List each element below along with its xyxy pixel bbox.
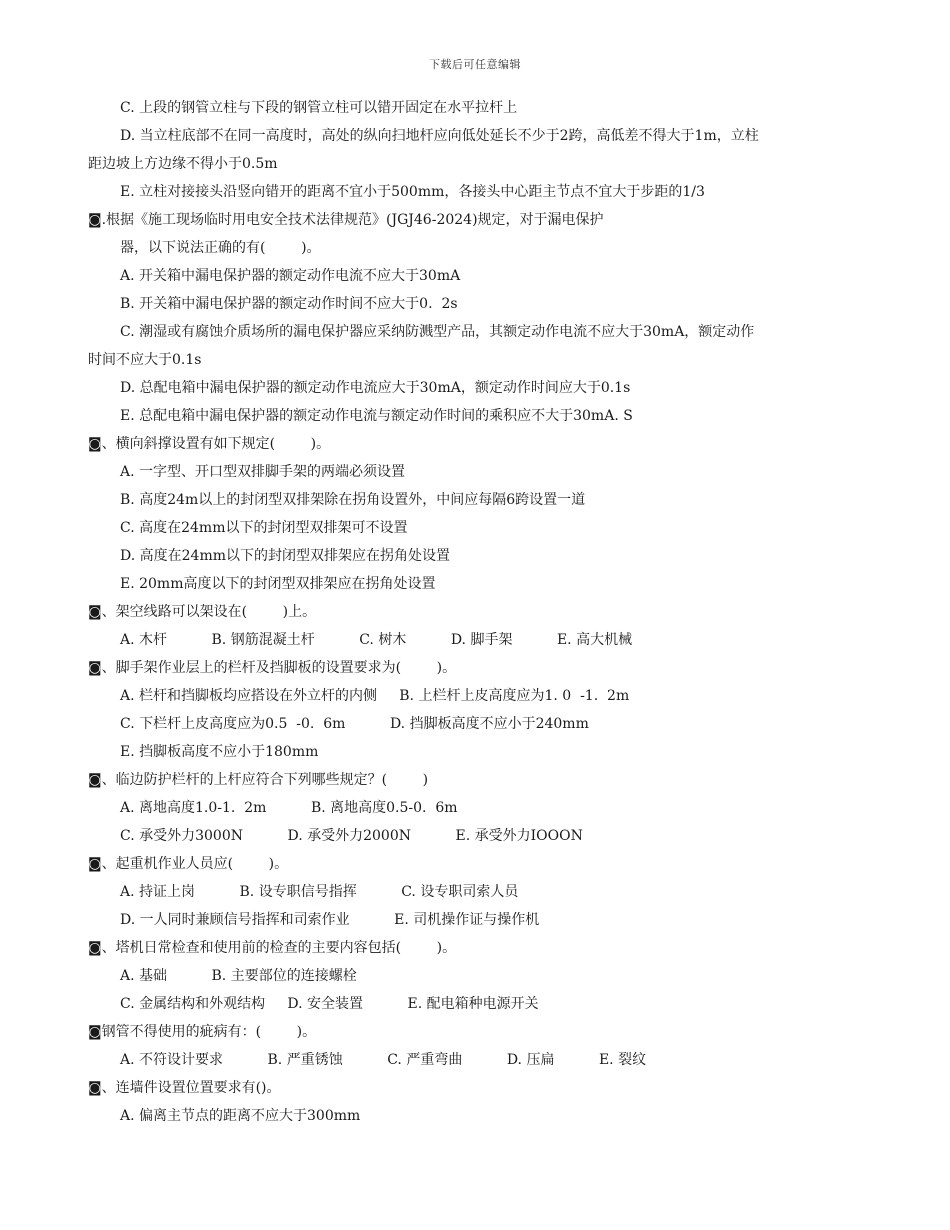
- option-line: 器，以下说法正确的有( )。: [120, 240, 321, 256]
- question-line: ◙、塔机日常检查和使用前的检查的主要内容包括( )。: [88, 940, 457, 956]
- option-line: D. 总配电箱中漏电保护器的额定动作电流应大于30mA，额定动作时间应大于0.1s: [120, 380, 631, 396]
- option-line: A. 不符设计要求 B. 严重锈蚀 C. 严重弯曲 D. 压扁 E. 裂纹: [120, 1052, 647, 1068]
- option-line: E. 立柱对接接头沿竖向错开的距离不宜小于500mm，各接头中心距主节点不宜大于步距的1/3: [120, 184, 705, 200]
- question-line: ◙、临边防护栏杆的上杆应符合下列哪些规定？( ): [88, 772, 429, 788]
- question-line: ◙、脚手架作业层上的栏杆及挡脚板的设置要求为( )。: [88, 660, 457, 676]
- page-header: 下载后可任意编辑: [429, 58, 521, 71]
- text-line: 距边坡上方边缘不得小于0.5m: [88, 156, 278, 172]
- option-line: E. 20mm高度以下的封闭型双排架应在拐角处设置: [120, 576, 436, 592]
- question-line: ◙、起重机作业人员应( )。: [88, 856, 289, 872]
- option-line: C. 承受外力3000N D. 承受外力2000N E. 承受外力IOOON: [120, 828, 583, 844]
- option-line: A. 偏离主节点的距离不应大于300mm: [120, 1108, 361, 1124]
- option-line: C. 潮湿或有腐蚀介质场所的漏电保护器应采纳防溅型产品，其额定动作电流不应大于30mA，额定动作: [120, 324, 755, 340]
- option-line: A. 一字型、开口型双排脚手架的两端必须设置: [120, 464, 406, 480]
- question-line: ◙.根据《施工现场临时用电安全技术法律规范》(JGJ46-2024)规定，对于漏电保护: [88, 212, 604, 228]
- option-line: E. 总配电箱中漏电保护器的额定动作电流与额定动作时间的乘积应不大于30mA. S: [120, 408, 633, 424]
- question-line: ◙、架空线路可以架设在( )上。: [88, 604, 317, 620]
- option-line: C. 下栏杆上皮高度应为0.5 -0. 6m D. 挡脚板高度不应小于240mm: [120, 716, 589, 732]
- option-line: A. 离地高度1.0-1. 2m B. 离地高度0.5-0. 6m: [120, 800, 458, 816]
- question-line: ◙、连墙件设置位置要求有()。: [88, 1080, 281, 1096]
- option-line: A. 开关箱中漏电保护器的额定动作电流不应大于30mA: [120, 268, 461, 284]
- option-line: C. 高度在24mm以下的封闭型双排架可不设置: [120, 520, 408, 536]
- option-line: D. 当立柱底部不在同一高度时，高处的纵向扫地杆应向低处延长不少于2跨，高低差不得大于1m，立柱: [120, 128, 759, 144]
- document-body: [88, 94, 868, 1130]
- option-line: A. 栏杆和挡脚板均应搭设在外立杆的内侧 B. 上栏杆上皮高度应为1. 0 -1. 2m: [120, 688, 630, 704]
- option-line: B. 开关箱中漏电保护器的额定动作时间不应大于0. 2s: [120, 296, 458, 312]
- option-line: B. 高度24m以上的封闭型双排架除在拐角设置外，中间应每隔6跨设置一道: [120, 492, 586, 508]
- option-line: D. 一人同时兼顾信号指挥和司索作业 E. 司机操作证与操作机: [120, 912, 540, 928]
- text-line: 时间不应大于0.1s: [88, 352, 202, 368]
- option-line: A. 持证上岗 B. 设专职信号指挥 C. 设专职司索人员: [120, 884, 519, 900]
- option-line: A. 木杆 B. 钢筋混凝土杆 C. 树木 D. 脚手架 E. 高大机械: [120, 632, 633, 648]
- option-line: D. 高度在24mm以下的封闭型双排架应在拐角处设置: [120, 548, 450, 564]
- question-line: ◙钢管不得使用的疵病有：( )。: [88, 1024, 317, 1040]
- option-line: E. 挡脚板高度不应小于180mm: [120, 744, 319, 760]
- option-line: A. 基础 B. 主要部位的连接螺栓: [120, 968, 357, 984]
- question-line: ◙、横向斜撑设置有如下规定( )。: [88, 436, 331, 452]
- option-line: C. 金属结构和外观结构 D. 安全装置 E. 配电箱种电源开关: [120, 996, 539, 1012]
- option-line: C. 上段的钢管立柱与下段的钢管立柱可以错开固定在水平拉杆上: [120, 100, 518, 116]
